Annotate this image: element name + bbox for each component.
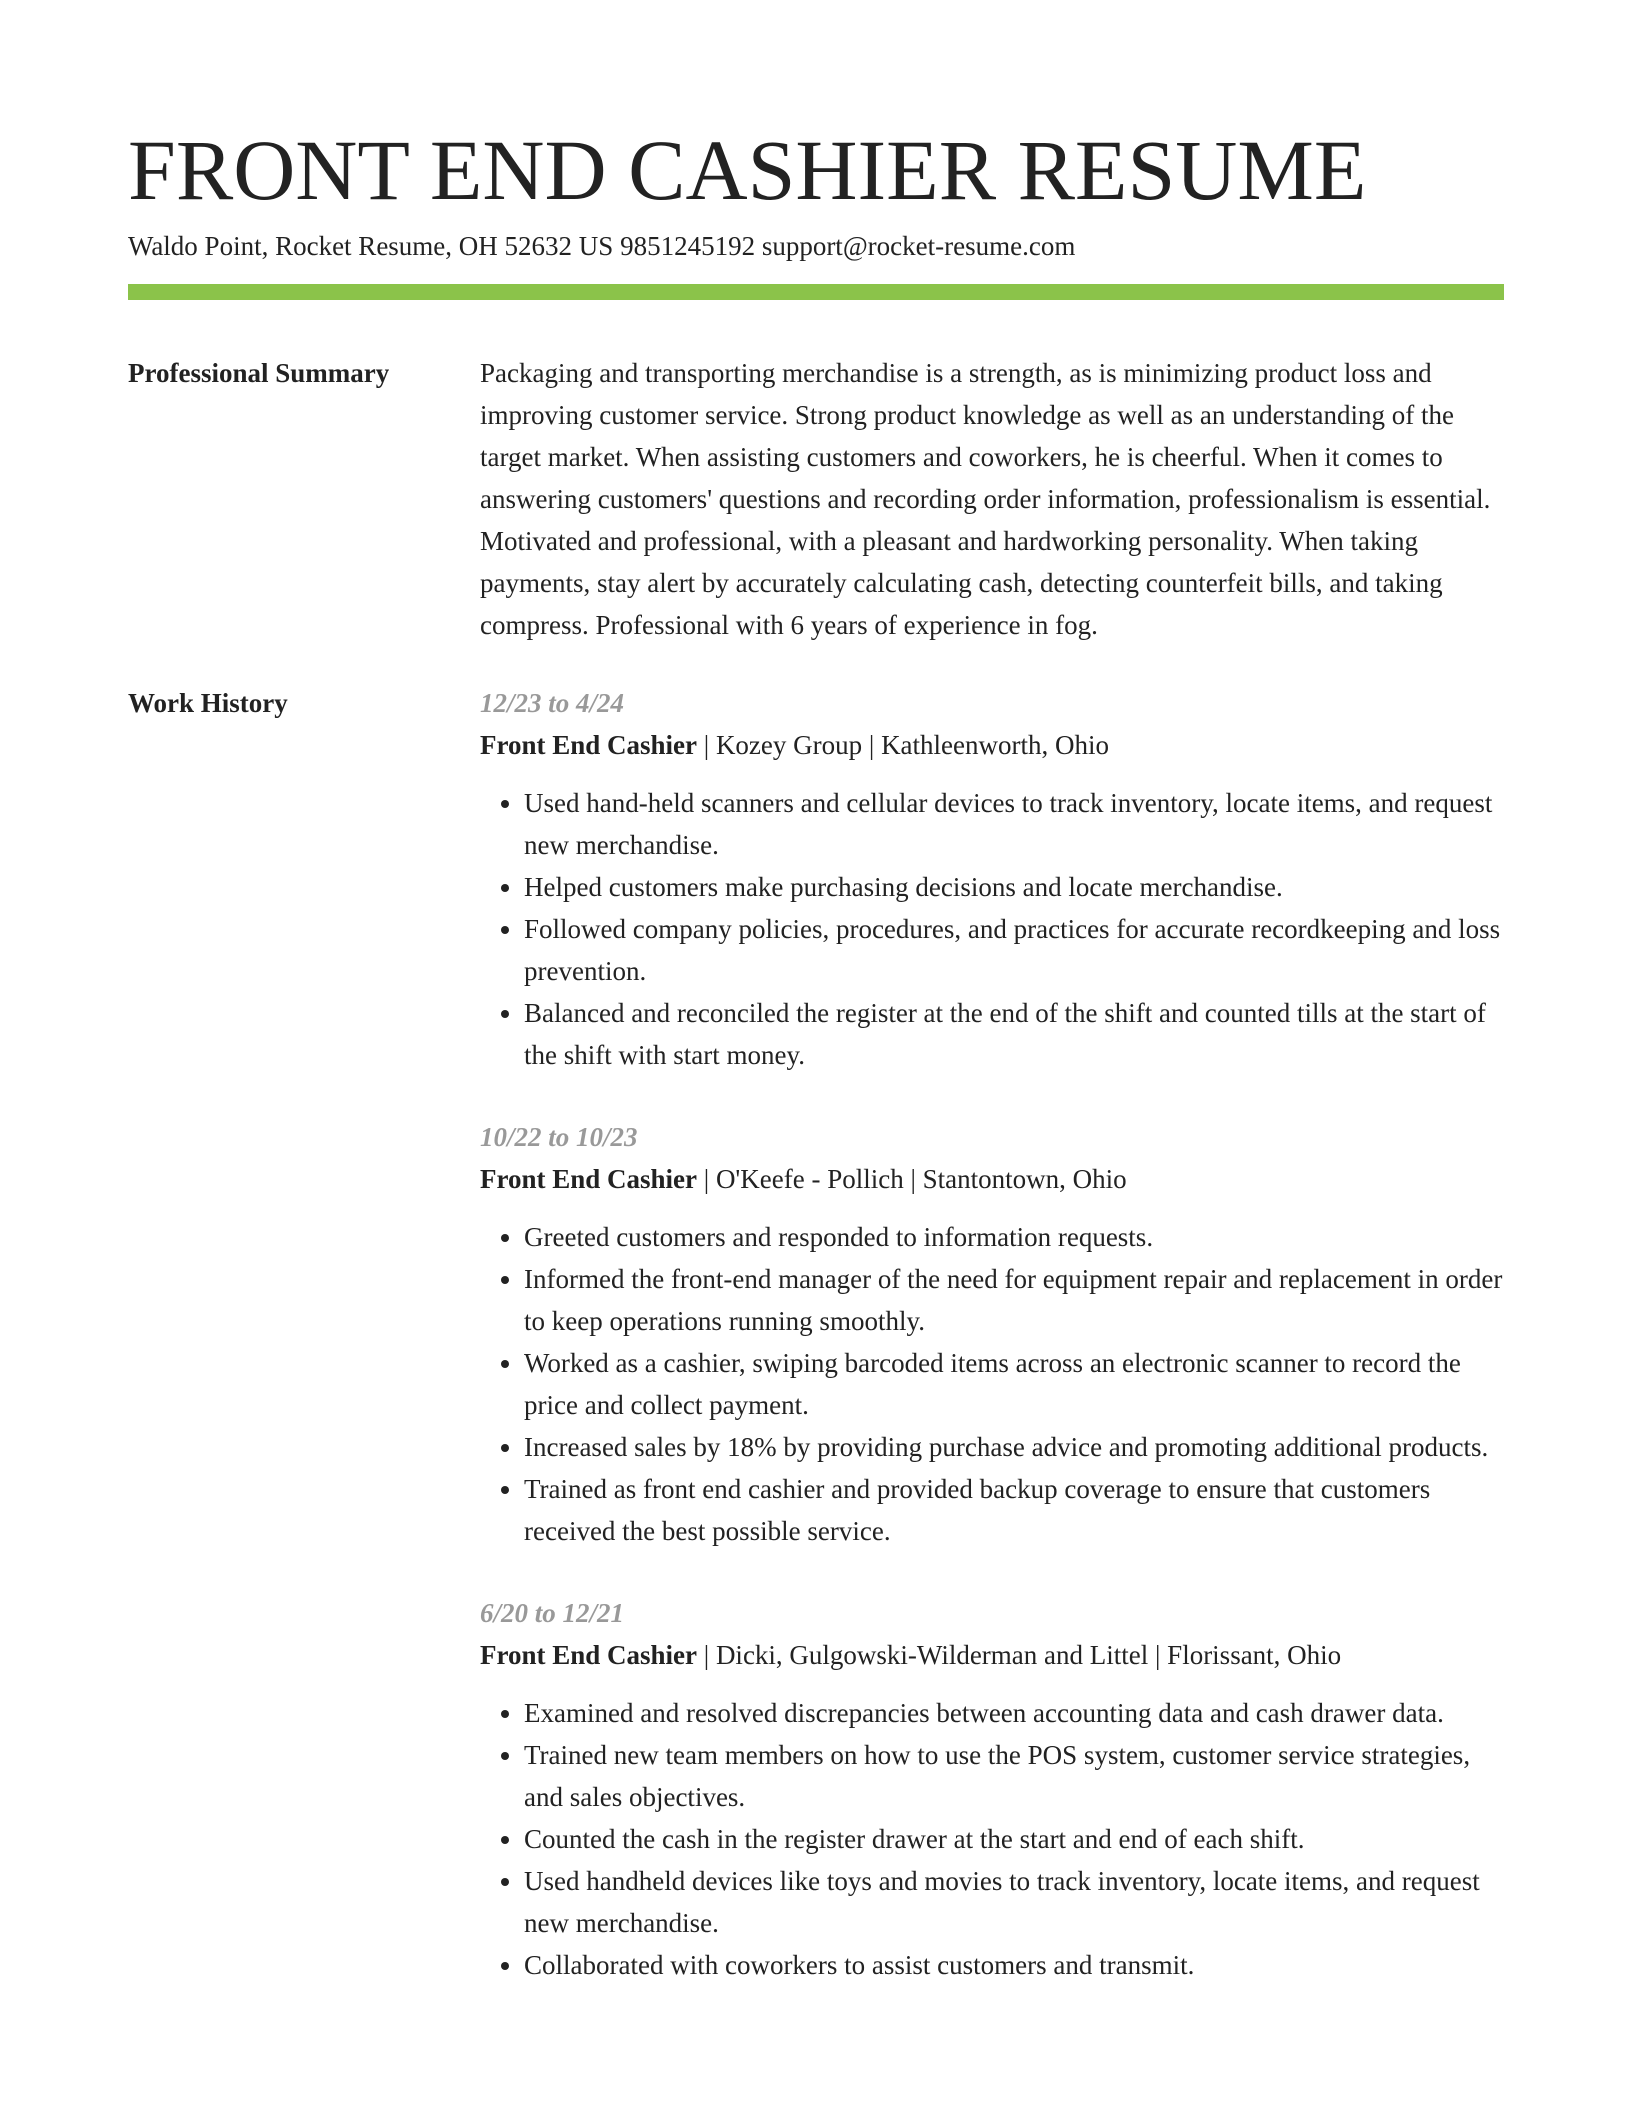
job-company: | O'Keefe - Pollich: [697, 1164, 904, 1194]
job-dates: 10/22 to 10/23: [480, 1122, 638, 1152]
job-duty-item: • Greeted customers and responded to information requests.: [524, 1216, 1504, 1258]
contact-address: Waldo Point, Rocket Resume, OH 52632 US: [128, 231, 614, 261]
job-company: | Kozey Group: [697, 730, 862, 760]
contact-phone: 9851245192: [620, 231, 756, 261]
job-dates: 12/23 to 4/24: [480, 688, 625, 718]
contact-email: support@rocket-resume.com: [761, 231, 1076, 261]
work-history-body: [480, 682, 1504, 2026]
header-accent-rule: [128, 284, 1504, 300]
job-duties-list: [480, 1692, 1504, 1986]
summary-text: Packaging and transporting merchandise is a strength, as is minimizing product loss and improving customer service. Strong product knowledge as well as an understanding of the target market. When assisting customers and coworkers, he is cheerful. When it comes to answering customers' questions and recording order information, professionalism is essential. Motivated and professional, with a pleasant and hardworking personality. When taking payments, stay alert by accurately calculating cash, detecting counterfeit bills, and taking compress. Professional with 6 years of experience in fog.: [480, 358, 1491, 640]
job-title: Front End Cashier: [480, 1640, 698, 1670]
job-entry: [480, 1592, 1504, 1986]
summary-section: [128, 352, 1504, 646]
job-location: | Kathleenworth, Ohio: [862, 730, 1109, 760]
job-duties-list: [480, 782, 1504, 1076]
job-duties-list: [480, 1216, 1504, 1552]
job-location: | Stantontown, Ohio: [904, 1164, 1127, 1194]
job-duty-item: • Balanced and reconciled the register at the end of the shift and counted tills at the start of the shift with start money.: [524, 992, 1504, 1076]
job-title: Front End Cashier: [480, 730, 698, 760]
job-duty-item: • Collaborated with coworkers to assist customers and transmit.: [524, 1944, 1504, 1986]
job-location: | Florissant, Ohio: [1148, 1640, 1341, 1670]
job-duty-item: • Examined and resolved discrepancies between accounting data and cash drawer data.: [524, 1692, 1504, 1734]
job-dates: 6/20 to 12/21: [480, 1598, 625, 1628]
job-company: | Dicki, Gulgowski-Wilderman and Littel: [697, 1640, 1148, 1670]
resume-page: [128, 120, 1504, 2026]
summary-body: [480, 352, 1504, 646]
job-heading: [480, 1634, 1504, 1676]
job-duty-item: • Used hand-held scanners and cellular devices to track inventory, locate items, and request new merchandise.: [524, 782, 1504, 866]
job-duty-item: • Used handheld devices like toys and movies to track inventory, locate items, and request new merchandise.: [524, 1860, 1504, 1944]
job-duty-item: • Informed the front-end manager of the need for equipment repair and replacement in order to keep operations running smoothly.: [524, 1258, 1504, 1342]
contact-line: [128, 228, 1504, 264]
resume-title: FRONT END CASHIER RESUME: [128, 122, 1367, 218]
job-duty-item: • Increased sales by 18% by providing purchase advice and promoting additional products.: [524, 1426, 1504, 1468]
job-duty-item: • Trained as front end cashier and provided backup coverage to ensure that customers received the best possible service.: [524, 1468, 1504, 1552]
job-duty-item: • Helped customers make purchasing decisions and locate merchandise.: [524, 866, 1504, 908]
work-history-section: [128, 682, 1504, 2026]
work-history-label: Work History: [128, 688, 288, 718]
job-duty-item: • Followed company policies, procedures, and practices for accurate recordkeeping and loss prevention.: [524, 908, 1504, 992]
job-heading: [480, 724, 1504, 766]
summary-label: Professional Summary: [128, 358, 390, 388]
job-entry: [480, 682, 1504, 1076]
job-duty-item: • Counted the cash in the register drawer at the start and end of each shift.: [524, 1818, 1504, 1860]
job-duty-item: • Trained new team members on how to use the POS system, customer service strategies, and sales objectives.: [524, 1734, 1504, 1818]
job-heading: [480, 1158, 1504, 1200]
job-entry: [480, 1116, 1504, 1552]
job-duty-item: • Worked as a cashier, swiping barcoded items across an electronic scanner to record the price and collect payment.: [524, 1342, 1504, 1426]
job-title: Front End Cashier: [480, 1164, 698, 1194]
